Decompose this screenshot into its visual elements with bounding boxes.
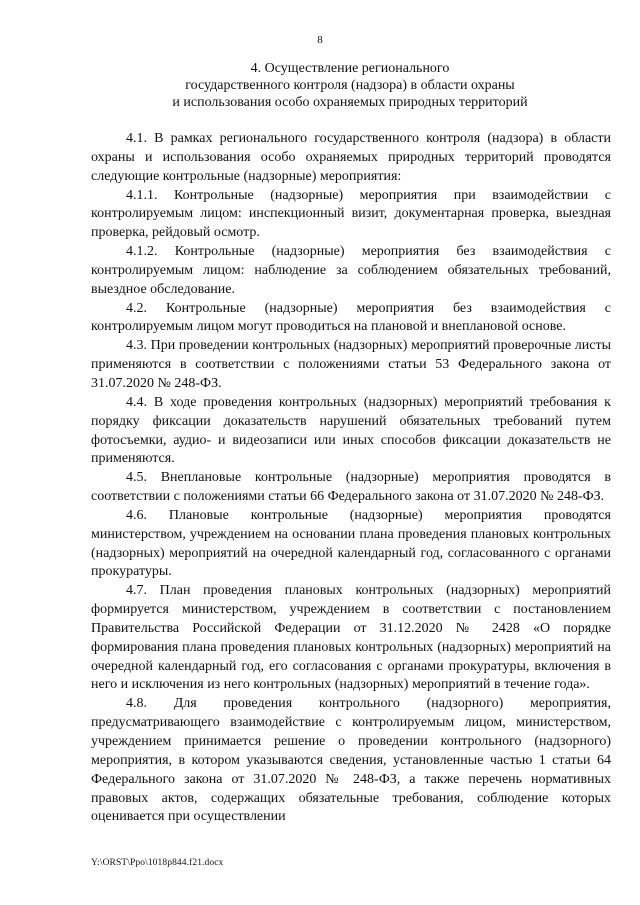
paragraph-4-2: 4.2. Контрольные (надзорные) мероприятия без взаимодействия с контролируемым лицом могут проводиться на плановой и внеплановой основе. — [91, 300, 611, 335]
paragraph-4-4: 4.4. В ходе проведения контрольных (надзорных) мероприятий требования к порядку фиксации доказательств нарушений обязательных требований путем фотосъемки, аудио- и видеозаписи или иных способов фиксации доказательств не применяются. — [91, 394, 611, 467]
paragraph-4-5: 4.5. Внеплановые контрольные (надзорные) мероприятия проводятся в соответствии с положениями статьи 66 Федерального закона от 31.07.2020 № 248-ФЗ. — [91, 470, 611, 505]
paragraph-4-3: 4.3. При проведении контрольных (надзорных) мероприятий проверочные листы применяются в соответствии с положениями статьи 53 Федерального закона от 31.07.2020 № 248-ФЗ. — [91, 338, 611, 391]
paragraph-4-7: 4.7. План проведения плановых контрольных (надзорных) мероприятий формируется министерством, учреждением в соответствии с постановлением Правительства Российской Федерации от 31.12.2020 № 2428 «О порядке формирования плана проведения плановых контрольных (надзорных) мероприятий на очередной календарный год, его согласования с органами прокуратуры, включения в него и исключения из него контрольных (надзорных) мероприятий в течение года». — [91, 583, 611, 693]
paragraph-4-8: 4.8. Для проведения контрольного (надзорного) мероприятия, предусматривающего взаимодействие с контролируемым лицом, министерством, учреждением принимается решение о проведении контрольного (надзорного) мероприятия, в котором указываются сведения, установленные частью 1 статьи 64 Федерального закона от 31.07.2020 № 248-ФЗ, а также перечень нормативных правовых актов, содержащих обязательные требования, соблюдение которых оценивается при осуществлении — [91, 696, 611, 825]
section-heading-line: государственного контроля (надзора) в области охраны — [185, 78, 515, 93]
document-body — [91, 130, 611, 827]
section-heading-line: 4. Осуществление регионального — [250, 61, 450, 76]
page-number: 8 — [317, 34, 323, 46]
section-heading — [90, 60, 610, 111]
paragraph-4-6: 4.6. Плановые контрольные (надзорные) мероприятия проводятся министерством, учреждением на основании плана проведения плановых контрольных (надзорных) мероприятий на очередной календарный год, согласованного с органами прокуратуры. — [91, 507, 611, 580]
paragraph-4-1: 4.1. В рамках регионального государственного контроля (надзора) в области охраны и использования особо охраняемых природных территорий проводятся следующие контрольные (надзорные) мероприятия: — [91, 131, 611, 184]
paragraph-4-1-1: 4.1.1. Контрольные (надзорные) мероприятия при взаимодействии с контролируемым лицом: инспекционный визит, документарная проверка, выездная проверка, рейдовый осмотр. — [91, 187, 611, 241]
paragraph-4-1-2: 4.1.2. Контрольные (надзорные) мероприятия без взаимодействия с контролируемым лицом: наблюдение за соблюдением обязательных требований, выездное обследование. — [91, 244, 611, 297]
section-heading-line: и использования особо охраняемых природных территорий — [172, 95, 528, 110]
footer-file-path: Y:\ORST\Ppo\1018p844.f21.docx — [91, 858, 224, 868]
